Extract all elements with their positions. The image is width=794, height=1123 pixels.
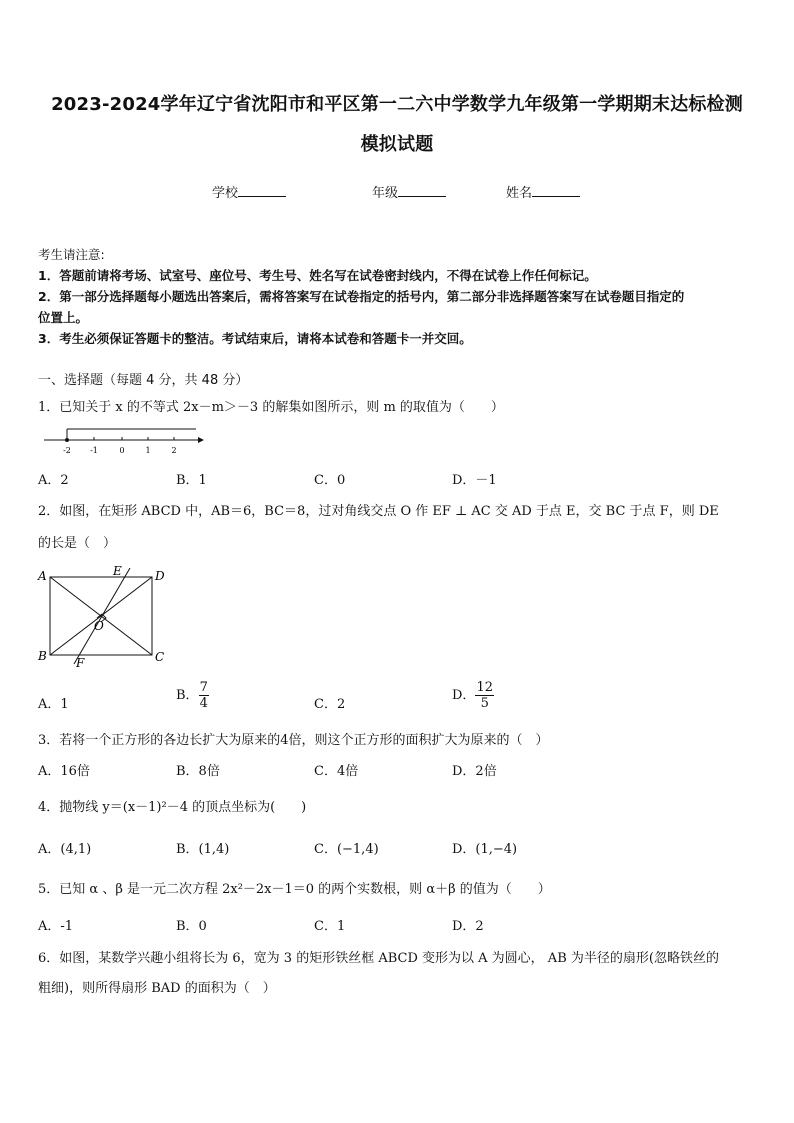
q1-text: 1．已知关于 x 的不等式 2x－m＞－3 的解集如图所示，则 m 的取值为（ ） [38, 400, 504, 415]
q1-option-b: B．1 [176, 473, 207, 488]
label-a: A [38, 569, 47, 583]
q3-option-a: A．16倍 [38, 764, 90, 779]
q1-option-a: A．2 [38, 473, 69, 488]
q4-option-d: D．(1,−4) [452, 842, 518, 857]
q1-option-d: D．－1 [452, 473, 497, 488]
name-label: 姓名 [506, 186, 533, 201]
label-f: F [76, 656, 85, 670]
q3-option-b: B．8倍 [176, 764, 220, 779]
page-subtitle: 模拟试题 [360, 134, 434, 155]
q5-text: 5．已知 α 、β 是一元二次方程 2x²－2x－1＝0 的两个实数根，则 α＋β 的值为（ ） [38, 882, 551, 897]
tick-label: 1 [145, 446, 151, 455]
label-o: O [94, 619, 104, 633]
label-d: D [155, 569, 165, 583]
q2-option-d-fraction [475, 680, 494, 711]
number-line-arrow [198, 437, 204, 443]
grade-blank [398, 184, 446, 197]
solution-endpoint [65, 438, 69, 442]
q1-number-line [38, 420, 208, 456]
q2-option-d [452, 680, 494, 711]
q4-text: 4．抛物线 y＝(x－1)²－4 的顶点坐标为( ) [38, 800, 307, 815]
tick-label: -1 [90, 446, 98, 455]
q2-option-d-prefix: D． [452, 688, 476, 703]
school-blank [238, 184, 286, 197]
q6-text: 6．如图，某数学兴趣小组将长为 6，宽为 3 的矩形铁丝框 ABCD 变形为以 A 为圆心， AB 为半径的扇形(忽略铁丝的 [38, 951, 719, 966]
q2-option-a: A．1 [38, 697, 69, 712]
label-e: E [113, 564, 122, 578]
label-c: C [155, 650, 165, 664]
q6-text-continued: 粗细)，则所得扇形 BAD 的面积为（ ） [38, 981, 276, 996]
grade-label: 年级 [372, 186, 399, 201]
section-heading: 一、选择题（每题 4 分，共 48 分） [38, 373, 249, 388]
q2-option-b-prefix: B． [176, 688, 199, 703]
q1-option-c: C．0 [314, 473, 346, 488]
note-item: 3．考生必须保证答题卡的整洁。考试结束后，请将本试卷和答题卡一并交回。 [38, 331, 472, 346]
school-field [212, 182, 286, 201]
q2-rectangle-diagram [34, 562, 174, 672]
fraction-denominator: 4 [199, 696, 208, 711]
q2-text-continued: 的长是（ ） [38, 536, 117, 551]
name-blank [532, 184, 580, 197]
notes-heading: 考生请注意: [38, 247, 105, 262]
grade-field [372, 182, 446, 201]
q4-option-b: B．(1,4) [176, 842, 230, 857]
q3-text: 3．若将一个正方形的各边长扩大为原来的4倍，则这个正方形的面积扩大为原来的（ ） [38, 733, 549, 748]
q5-option-b: B．0 [176, 919, 207, 934]
fraction-denominator: 5 [480, 696, 489, 711]
q3-option-d: D．2倍 [452, 764, 497, 779]
fraction-numerator: 12 [476, 680, 493, 695]
note-item: 位置上。 [38, 310, 89, 325]
q5-option-a: A．-1 [38, 919, 74, 934]
page-title: 2023-2024学年辽宁省沈阳市和平区第一二六中学数学九年级第一学期期末达标检测 [51, 94, 743, 115]
exam-notes [38, 244, 760, 349]
q2-text: 2．如图，在矩形 ABCD 中，AB＝6，BC＝8，过对角线交点 O 作 EF ⊥ AC 交 AD 于点 E，交 BC 于点 F，则 DE [38, 504, 719, 519]
tick-label: 2 [171, 446, 177, 455]
q4-option-c: C．(−1,4) [314, 842, 379, 857]
fraction-numerator: 7 [199, 680, 208, 695]
name-field [506, 182, 580, 201]
line-ef [74, 568, 130, 664]
tick-label: 0 [119, 446, 125, 455]
label-b: B [38, 649, 47, 663]
note-item: 2．第一部分选择题每小题选出答案后，需将答案写在试卷指定的括号内，第二部分非选择题答案写在试卷题目指定的 [38, 289, 685, 304]
q3-option-c: C．4倍 [314, 764, 359, 779]
tick-label: -2 [63, 446, 71, 455]
school-label: 学校 [212, 186, 239, 201]
q5-option-d: D．2 [452, 919, 484, 934]
q2-option-c: C．2 [314, 697, 346, 712]
q5-option-c: C．1 [314, 919, 346, 934]
q4-option-a: A．(4,1) [38, 842, 92, 857]
q2-option-b [176, 680, 209, 711]
q2-option-b-fraction [199, 680, 209, 711]
note-item: 1．答题前请将考场、试室号、座位号、考生号、姓名写在试卷密封线内，不得在试卷上作任何标记。 [38, 268, 597, 283]
